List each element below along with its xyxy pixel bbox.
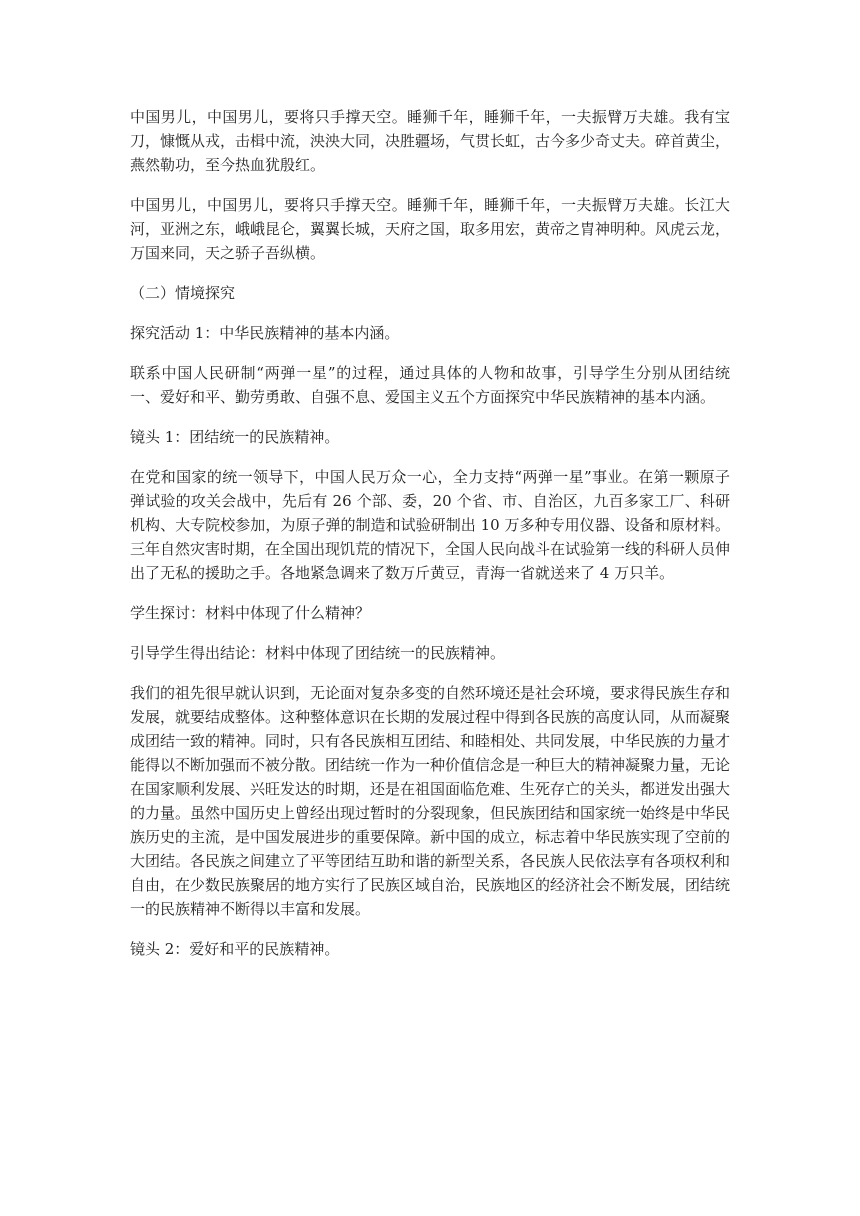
guided-conclusion: 引导学生得出结论：材料中体现了团结统一的民族精神。: [130, 644, 506, 662]
scene-1-explanation: 我们的祖先很早就认识到，无论面对复杂多变的自然环境还是社会环境，要求得民族生存和发展，就要结成整体。这种整体意识在长期的发展过程中得到各民族的高度认同，从而凝聚成团结一致的精神。同时，只有各民族相互团结、和睦相处、共同发展，中华民族的力量才能得以不断加强而不被分散。团结统一作为一种价值信念是一种巨大的精神凝聚力量，无论在国家顺利发展、兴旺发达的时期，还是在祖国面临危难、生死存亡的关头，都迸发出强大的力量。虽然中国历史上曾经出现过暂时的分裂现象，但民族团结和国家统一始终是中华民族历史的主流，是中国发展进步的重要保障。新中国的成立，标志着中华民族实现了空前的大团结。各民族之间建立了平等团结互助和谐的新型关系，各民族人民依法享有各项权利和自由，在少数民族聚居的地方实行了民族区域自治，民族地区的经济社会不断发展，团结统一的民族精神不断得以丰富和发展。: [130, 684, 731, 918]
section-heading: （二）情境探究: [130, 284, 236, 302]
activity-title: 探究活动 1：中华民族精神的基本内涵。: [130, 324, 400, 342]
scene-1-heading: 镜头 1：团结统一的民族精神。: [130, 428, 340, 446]
scene-1-material: 在党和国家的统一领导下，中国人民万众一心，全力支持“两弹一星”事业。在第一颗原子弹试验的攻关会战中，先后有 26 个部、委，20 个省、市、自治区，九百多家工厂、科研机构、大专院校参加，为原子弹的制造和试验研制出 10 万多种专用仪器、设备和原材料。三年自然灾害时期，在全国出现饥荒的情况下，全国人民向战斗在试验第一线的科研人员伸出了无私的援助之手。各地紧急调来了数万斤黄豆，青海一省就送来了 4 万只羊。: [130, 468, 731, 582]
song-lyrics-verse-2: 中国男儿，中国男儿，要将只手撑天空。睡狮千年，睡狮千年，一夫振臂万夫雄。长江大河，亚洲之东，峨峨昆仑，翼翼长城，天府之国，取多用宏，黄帝之胄神明种。风虎云龙，万国来同，天之骄子吾纵横。: [130, 196, 731, 262]
document-body: [130, 105, 730, 977]
song-lyrics-verse-1: 中国男儿，中国男儿，要将只手撑天空。睡狮千年，睡狮千年，一夫振臂万夫雄。我有宝刀，慷慨从戎，击楫中流，泱泱大同，决胜疆场，气贯长虹，古今多少奇丈夫。碎首黄尘，燕然勒功，至今热血犹殷红。: [130, 108, 731, 174]
student-discussion-question: 学生探讨：材料中体现了什么精神？: [130, 604, 371, 622]
activity-description: 联系中国人民研制“两弹一星”的过程，通过具体的人物和故事，引导学生分别从团结统一、爱好和平、勤劳勇敢、自强不息、爱国主义五个方面探究中华民族精神的基本内涵。: [130, 364, 730, 406]
scene-2-heading: 镜头 2：爱好和平的民族精神。: [130, 940, 340, 958]
